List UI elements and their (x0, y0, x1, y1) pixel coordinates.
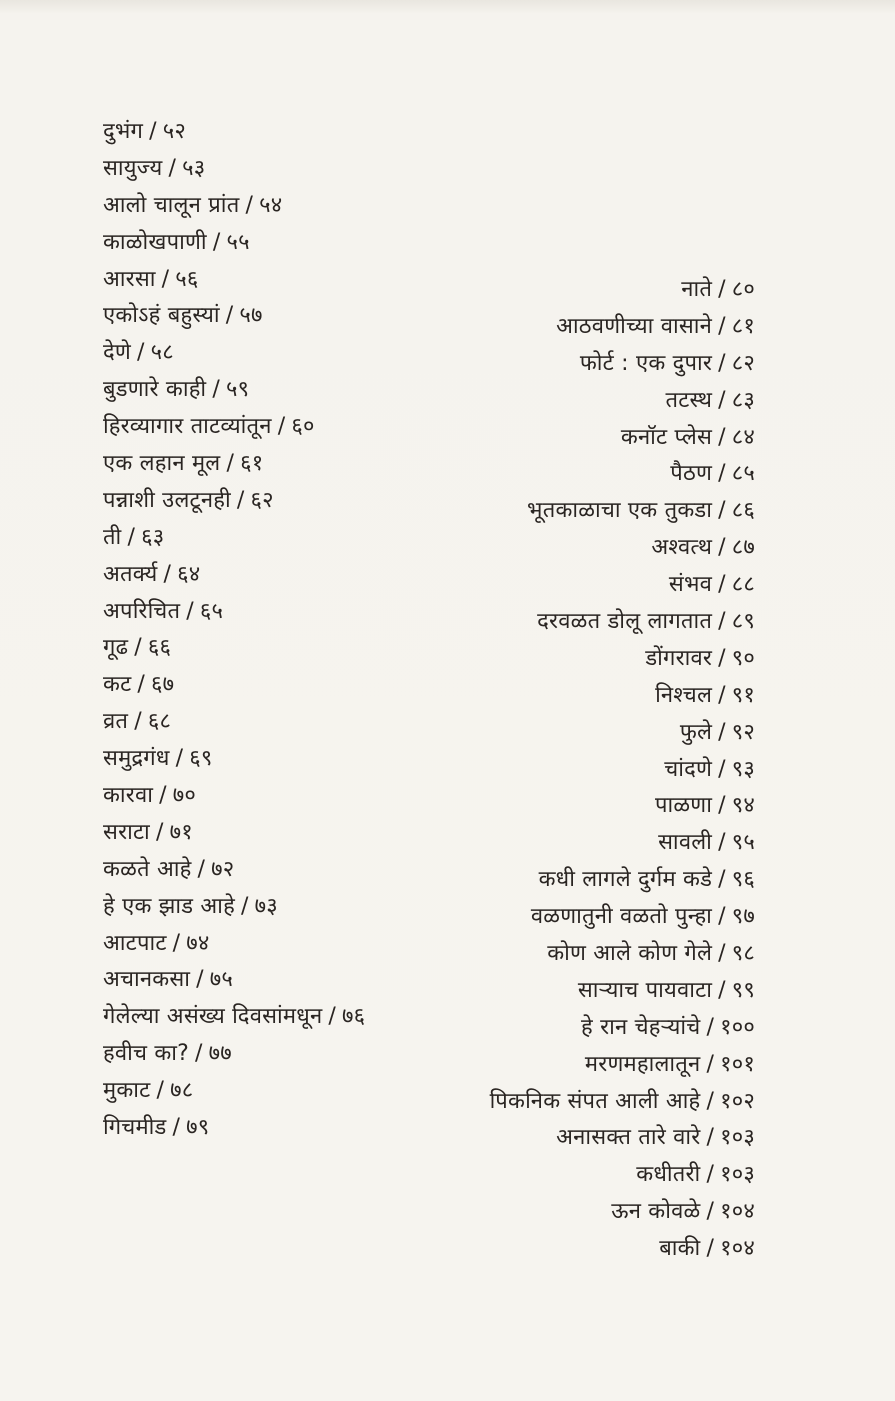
toc-entry-page-number: १०४ (720, 1236, 755, 1262)
toc-entry-page-number: ८९ (731, 609, 755, 635)
toc-entry (490, 567, 755, 604)
toc-entry-page-number: ९७ (731, 904, 755, 930)
toc-entry (490, 1120, 755, 1157)
toc-entry-title: अपरिचित (103, 598, 181, 624)
toc-entry-title: कारवा (103, 783, 154, 809)
toc-entry-title: फुले (679, 719, 713, 745)
toc-entry-title: फोर्ट : एक दुपार (579, 350, 713, 376)
toc-entry-page-number: ८८ (731, 572, 755, 598)
toc-entry (103, 188, 365, 225)
toc-entry-title: हिरव्यागार ताटव्यांतून (103, 414, 272, 440)
toc-separator: / (718, 498, 726, 524)
toc-entry-page-number: १०२ (720, 1088, 755, 1114)
toc-entry (103, 1073, 365, 1110)
toc-entry (103, 926, 365, 963)
toc-entry (490, 1010, 755, 1047)
toc-entry-title: एकोऽहं बहुस्यां (103, 303, 220, 329)
toc-entry (103, 225, 365, 262)
toc-entry (103, 114, 365, 151)
toc-separator: / (718, 830, 726, 856)
toc-entry-title: ऊन कोवळे (611, 1199, 701, 1225)
toc-entry-title: बाकी (659, 1236, 701, 1262)
toc-entry-page-number: ८५ (731, 461, 755, 487)
toc-entry (103, 335, 365, 372)
toc-entry-page-number: ९६ (731, 867, 755, 893)
toc-entry-title: अश्वत्थ (651, 535, 713, 561)
toc-entry (490, 862, 755, 899)
toc-entry-title: बुडणारे काही (103, 377, 207, 403)
toc-entry-page-number: ७० (172, 783, 197, 809)
toc-separator: / (241, 893, 249, 919)
toc-entry-page-number: ७७ (208, 1041, 232, 1067)
toc-separator: / (718, 535, 726, 561)
toc-entry-page-number: ९९ (731, 977, 755, 1003)
toc-separator: / (137, 340, 145, 366)
toc-separator: / (718, 350, 726, 376)
toc-separator: / (137, 672, 146, 698)
toc-entry-title: गूढ (103, 635, 129, 661)
toc-separator: / (718, 609, 726, 635)
toc-entry (490, 493, 755, 530)
toc-entry-page-number: ६५ (199, 598, 224, 624)
toc-entry (490, 530, 755, 567)
toc-entry-title: मुकाट (103, 1078, 151, 1104)
toc-entry-page-number: ५७ (239, 303, 263, 329)
toc-entry (490, 1084, 755, 1121)
toc-entry-title: कोण आले कोण गेले (547, 941, 713, 967)
toc-entry-page-number: १०० (720, 1014, 755, 1040)
toc-entry-title: भूतकाळाचा एक तुकडा (527, 498, 713, 524)
toc-entry-title: कळते आहे (103, 856, 192, 882)
toc-entry-title: आलो चालून प्रांत (103, 192, 240, 218)
toc-separator: / (159, 783, 167, 809)
toc-entry-title: पन्नाशी उलटूनही (103, 487, 231, 513)
toc-entry-page-number: ६३ (141, 524, 165, 550)
toc-entry (103, 594, 365, 631)
toc-entry-title: सराटा (103, 819, 150, 845)
toc-separator: / (156, 1078, 165, 1104)
toc-entry (490, 456, 755, 493)
toc-entry-title: तटस्थ (665, 387, 713, 413)
toc-separator: / (245, 192, 254, 218)
toc-entry (103, 298, 365, 335)
toc-entry (490, 715, 755, 752)
toc-entry (103, 557, 365, 594)
toc-entry-page-number: ७८ (170, 1078, 194, 1104)
toc-separator: / (195, 1041, 203, 1067)
toc-left-column (103, 114, 365, 1147)
toc-entry-title: गेलेल्या असंख्य दिवसांमधून (103, 1004, 323, 1030)
toc-entry-page-number: ५३ (182, 155, 206, 181)
toc-separator: / (718, 572, 726, 598)
toc-entry (103, 815, 365, 852)
toc-right-column (490, 272, 755, 1268)
toc-entry-title: देणे (103, 340, 131, 366)
toc-entry-page-number: १०४ (720, 1199, 755, 1225)
toc-entry-page-number: १०३ (720, 1125, 755, 1151)
toc-entry-page-number: ६७ (151, 672, 175, 698)
toc-entry (490, 604, 755, 641)
toc-entry-page-number: ७४ (186, 930, 210, 956)
toc-entry-page-number: ६४ (177, 561, 201, 587)
toc-entry-page-number: ९५ (731, 830, 755, 856)
toc-entry-page-number: ८७ (731, 535, 755, 561)
toc-entry-page-number: ७२ (211, 856, 235, 882)
toc-entry-title: कधी लागले दुर्गम कडे (538, 867, 713, 893)
toc-separator: / (172, 930, 181, 956)
toc-separator: / (225, 303, 234, 329)
toc-entry-title: पिकनिक संपत आली आहे (489, 1088, 701, 1114)
toc-entry-title: मरणमहालातून (584, 1051, 701, 1077)
toc-separator: / (236, 487, 245, 513)
toc-entry-title: साऱ्याच पायवाटा (577, 977, 713, 1003)
toc-entry-page-number: ८२ (731, 350, 755, 376)
toc-entry (490, 1231, 755, 1268)
toc-entry (103, 1036, 365, 1073)
toc-entry (103, 741, 365, 778)
toc-separator: / (718, 867, 726, 893)
toc-separator: / (134, 635, 142, 661)
toc-separator: / (175, 746, 184, 772)
toc-entry-title: सायुज्य (103, 155, 163, 181)
toc-separator: / (155, 819, 164, 845)
toc-entry (103, 446, 365, 483)
toc-entry (103, 889, 365, 926)
toc-entry (490, 1194, 755, 1231)
toc-separator: / (718, 941, 726, 967)
toc-entry-title: आरसा (103, 266, 156, 292)
toc-entry-page-number: ७६ (342, 1004, 366, 1030)
toc-separator: / (718, 277, 726, 302)
toc-entry-title: पाळणा (654, 793, 713, 819)
toc-entry (103, 520, 365, 557)
toc-entry-title: संभव (668, 572, 713, 598)
toc-entry (490, 1047, 755, 1084)
toc-entry-title: समुद्रगंध (103, 746, 170, 772)
toc-entry-title: आठवणीच्या वासाने (556, 313, 713, 339)
toc-separator: / (718, 904, 726, 930)
toc-separator: / (718, 313, 726, 339)
toc-entry (103, 1110, 365, 1147)
toc-entry (103, 630, 365, 667)
toc-entry-page-number: ७९ (186, 1115, 210, 1141)
toc-separator: / (149, 119, 157, 144)
toc-separator: / (706, 1199, 715, 1225)
toc-entry-title: आटपाट (103, 930, 167, 956)
toc-separator: / (718, 645, 726, 671)
toc-entry-title: एक लहान मूल (103, 451, 221, 477)
toc-separator: / (196, 967, 204, 993)
toc-entry (490, 825, 755, 862)
toc-entry-page-number: ८१ (731, 313, 755, 339)
toc-entry (490, 973, 755, 1010)
toc-separator: / (134, 709, 142, 735)
toc-separator: / (163, 561, 172, 587)
toc-separator: / (706, 1051, 715, 1077)
toc-entry (103, 409, 365, 446)
toc-entry-title: पैठण (670, 461, 713, 487)
toc-separator: / (718, 719, 726, 745)
toc-entry-page-number: ८४ (731, 424, 755, 450)
toc-entry-page-number: ५८ (150, 340, 174, 366)
toc-separator: / (197, 856, 206, 882)
toc-entry-title: निश्चल (655, 682, 713, 708)
toc-entry (490, 383, 755, 420)
toc-entry (103, 372, 365, 409)
toc-entry-title: व्रत (103, 709, 129, 735)
toc-entry-page-number: ६१ (240, 451, 264, 477)
toc-entry (103, 483, 365, 520)
toc-entry-title: ती (103, 524, 122, 550)
toc-separator: / (718, 682, 726, 708)
toc-entry-title: कनॉट प्लेस (620, 424, 713, 450)
toc-entry (490, 1157, 755, 1194)
toc-entry (103, 704, 365, 741)
toc-separator: / (718, 793, 726, 819)
toc-entry-page-number: ६९ (189, 746, 213, 772)
toc-entry-page-number: ५५ (226, 229, 250, 255)
toc-entry-title: हे रान चेहऱ्यांचे (581, 1014, 701, 1040)
toc-separator: / (706, 1162, 715, 1188)
toc-entry-page-number: ५९ (225, 377, 250, 403)
toc-entry (103, 962, 365, 999)
toc-entry (490, 420, 755, 457)
toc-entry (490, 272, 755, 309)
toc-separator: / (718, 756, 726, 782)
toc-separator: / (718, 977, 726, 1003)
toc-entry-page-number: ९० (731, 645, 755, 671)
toc-separator: / (706, 1125, 715, 1151)
toc-separator: / (706, 1236, 715, 1262)
toc-separator: / (168, 155, 177, 181)
toc-entry-page-number: ५४ (259, 192, 283, 218)
toc-entry-page-number: ५२ (162, 119, 187, 144)
toc-entry (490, 641, 755, 678)
toc-separator: / (127, 524, 136, 550)
toc-entry (490, 346, 755, 383)
toc-separator: / (718, 424, 726, 450)
toc-entry (490, 788, 755, 825)
toc-entry (103, 852, 365, 889)
toc-entry-title: डोंगरावर (645, 645, 713, 671)
toc-entry (103, 778, 365, 815)
toc-separator: / (186, 598, 194, 624)
toc-separator: / (718, 461, 726, 487)
toc-entry-page-number: ९३ (731, 756, 755, 782)
toc-entry-title: कट (103, 672, 132, 698)
toc-entry-title: दुभंग (103, 119, 144, 144)
toc-separator: / (212, 377, 220, 403)
toc-entry (490, 752, 755, 789)
toc-entry (103, 262, 365, 299)
toc-entry-page-number: ८० (731, 277, 755, 302)
toc-entry (490, 309, 755, 346)
toc-entry-page-number: ९४ (731, 793, 755, 819)
toc-entry-page-number: ६८ (147, 709, 172, 735)
toc-entry-title: नाते (681, 277, 713, 302)
toc-entry-page-number: ८६ (731, 498, 755, 524)
toc-entry (490, 678, 755, 715)
toc-entry-page-number: ६६ (147, 635, 172, 661)
toc-separator: / (706, 1014, 715, 1040)
toc-separator: / (226, 451, 235, 477)
toc-entry-title: सावली (658, 830, 713, 856)
toc-entry-title: वळणातुनी वळतो पुन्हा (530, 904, 713, 930)
toc-entry-title: कधीतरी (636, 1162, 701, 1188)
toc-entry-page-number: ९१ (731, 682, 755, 708)
toc-entry (103, 667, 365, 704)
toc-entry-page-number: ७५ (209, 967, 234, 993)
toc-separator: / (212, 229, 221, 255)
toc-entry-page-number: ६० (291, 414, 315, 440)
toc-separator: / (161, 266, 170, 292)
toc-entry-page-number: ९२ (731, 719, 755, 745)
toc-entry (490, 936, 755, 973)
toc-entry-page-number: ७३ (254, 893, 278, 919)
toc-separator: / (718, 387, 726, 413)
toc-entry-title: काळोखपाणी (103, 229, 207, 255)
toc-entry-page-number: ७१ (169, 819, 193, 845)
toc-separator: / (277, 414, 286, 440)
toc-entry-title: हवीच का? (103, 1041, 190, 1067)
toc-entry-title: अनासक्त तारे वारे (556, 1125, 701, 1151)
toc-entry-page-number: ८३ (731, 387, 755, 413)
toc-entry-title: अचानकसा (103, 967, 191, 993)
toc-entry (103, 151, 365, 188)
toc-separator: / (328, 1004, 337, 1030)
toc-entry-title: हे एक झाड आहे (103, 893, 235, 919)
toc-entry-title: अतर्क्य (103, 561, 158, 587)
toc-entry-title: गिचमीड (103, 1115, 167, 1141)
toc-entry-page-number: १०१ (720, 1051, 755, 1077)
toc-separator: / (706, 1088, 715, 1114)
toc-entry-page-number: ९८ (731, 941, 755, 967)
toc-entry (490, 899, 755, 936)
toc-entry-page-number: १०३ (720, 1162, 755, 1188)
toc-entry-title: चांदणे (664, 756, 713, 782)
toc-entry-page-number: ५६ (175, 266, 199, 292)
toc-entry-title: दरवळत डोलू लागतात (537, 609, 713, 635)
toc-entry (103, 999, 365, 1036)
toc-separator: / (172, 1115, 181, 1141)
toc-entry-page-number: ६२ (250, 487, 274, 513)
